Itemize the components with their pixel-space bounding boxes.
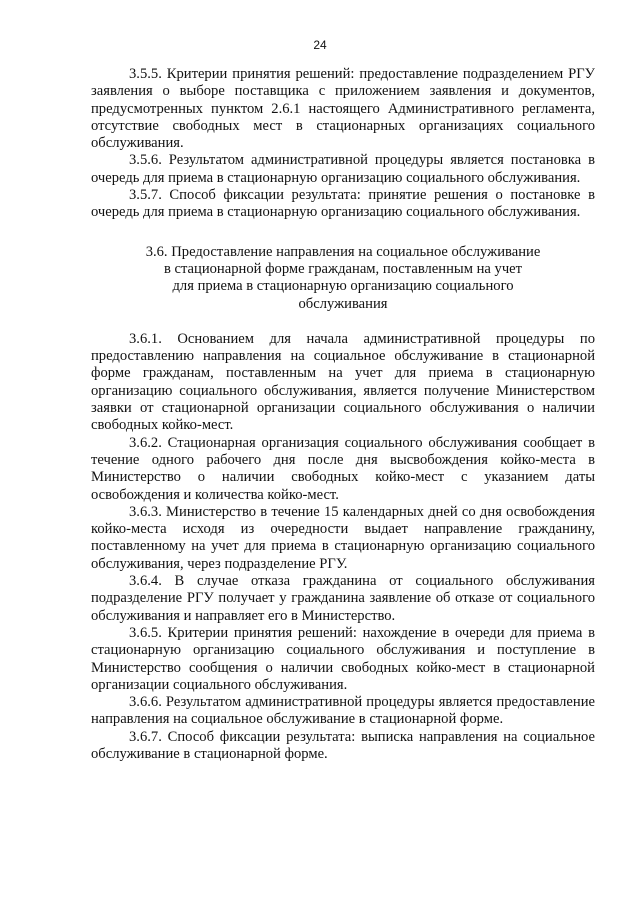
document-body	[91, 66, 595, 763]
paragraph-3-6-7: 3.6.7. Способ фиксации результата: выписка направления на социальное обслуживание в стационарной форме.	[91, 728, 595, 762]
paragraph-3-6-2: 3.6.2. Стационарная организация социального обслуживания сообщает в течение одного рабочего дня после дня высвобождения койко-места в Министерство о наличии свободных койко-мест с указанием даты освобождения и количества койко-мест.	[91, 434, 595, 503]
heading-line: обслуживания	[298, 295, 388, 312]
paragraph-3-6-5: 3.6.5. Критерии принятия решений: нахождение в очереди для приема в стационарную организацию социального обслуживания и поступление в Министерство сообщения о наличии свободных койко-мест в стационарной организации социального обслуживания.	[91, 624, 595, 693]
paragraph-3-5-7: 3.5.7. Способ фиксации результата: принятие решения о постановке в очередь для приема в стационарную организацию социального обслуживания.	[91, 187, 595, 221]
paragraph-3-5-5: 3.5.5. Критерии принятия решений: предоставление подразделением РГУ заявления о выборе поставщика с приложением заявления и документов, предусмотренных пунктом 2.6.1 настоящего Административного регламента, отсутствие свободных мест в стационарных организациях социального обслуживания.	[91, 66, 595, 152]
section-heading-3-6	[91, 244, 595, 313]
paragraph-3-6-4: 3.6.4. В случае отказа гражданина от социального обслуживания подразделение РГУ получает у гражданина заявление об отказе от социального обслуживания и направляет его в Министерство.	[91, 573, 595, 624]
paragraph-3-6-3: 3.6.3. Министерство в течение 15 календарных дней со дня освобождения койко-места исходя из очередности выдает направление гражданину, поставленному на учет для приема в стационарную организацию социального обслуживания, через подразделение РГУ.	[91, 503, 595, 572]
paragraph-3-6-6: 3.6.6. Результатом административной процедуры является предоставление направления на социальное обслуживание в стационарной форме.	[91, 694, 595, 728]
paragraph-3-6-1: 3.6.1. Основанием для начала административной процедуры по предоставлению направления на социальное обслуживание в стационарной форме гражданам, поставленным на учет для приема в стационарную организацию социального обслуживания, является получение Министерством заявки от стационарной организации социального обслуживания о наличии свободных койко-мест.	[91, 330, 595, 434]
heading-line: в стационарной форме гражданам, поставленным на учет	[163, 260, 523, 277]
paragraph-3-5-6: 3.5.6. Результатом административной процедуры является постановка в очередь для приема в стационарную организацию социального обслуживания.	[91, 152, 595, 186]
heading-line: 3.6. Предоставление направления на социальное обслуживание	[145, 243, 541, 260]
page-number: 24	[313, 38, 327, 52]
heading-line: для приема в стационарную организацию социального	[172, 278, 514, 295]
